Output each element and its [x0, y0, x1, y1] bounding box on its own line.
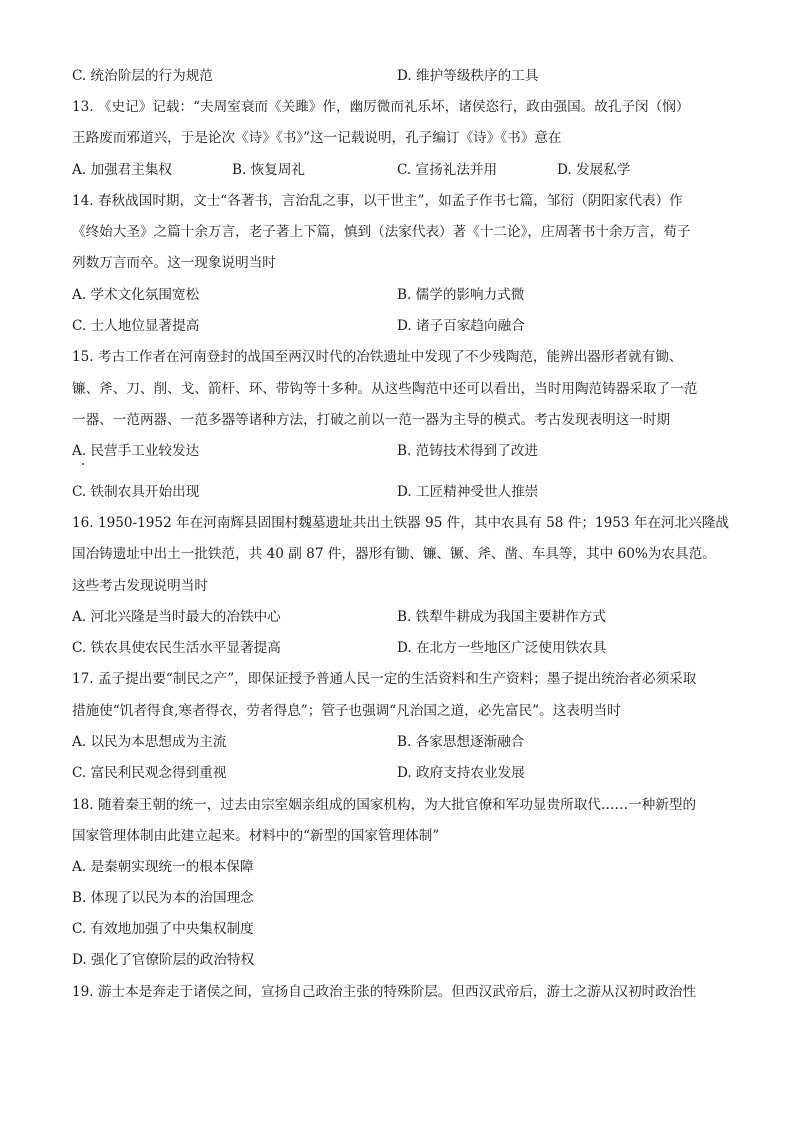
q16-stem-line3: 这些考古发现说明当时 — [72, 578, 208, 594]
q18-option-c: C. 有效地加强了中央集权制度 — [72, 921, 254, 937]
q12-option-c: C. 统治阶层的行为规范 — [72, 68, 213, 84]
q14-option-c: C. 士人地位显著提高 — [72, 318, 200, 334]
q17-option-d: D. 政府支持农业发展 — [397, 765, 525, 781]
q16-option-d: D. 在北方一些地区广泛使用铁农具 — [397, 640, 607, 656]
q13-stem-line2: 王路废而邪道兴，于是论次《诗》《书》”这一记载说明，孔子编订《诗》《书》意在 — [72, 130, 562, 146]
q14-stem-line1: 14. 春秋战国时期，文士“各著书，言治乱之事，以干世主”，如孟子作书七篇，邹衍（阴阳家代表）作 — [72, 193, 683, 209]
q13-option-b: B. 恢复周礼 — [232, 162, 306, 178]
q15-option-d: D. 工匠精神受世人推崇 — [397, 484, 539, 500]
q16-option-a: A. 河北兴隆是当时最大的冶铁中心 — [72, 609, 281, 625]
q13-option-d: D. 发展私学 — [557, 162, 631, 178]
stray-mark — [82, 463, 84, 465]
q17-option-c: C. 富民利民观念得到重视 — [72, 765, 227, 781]
q16-stem-line2: 国冶铸遗址中出土一批铁范，共 40 副 87 件，器形有锄、镰、镢、斧、凿、车具等，其中 60%为农具范。 — [72, 546, 716, 562]
q16-stem-line1: 16. 1950-1952 年在河南辉县固围村魏墓遗址共出土铁器 95 件，其中农具有 58 件；1953 年在河北兴隆战 — [72, 515, 730, 531]
q15-stem-line2: 镰、斧、刀、削、戈、箭杆、环、带钩等十多种。从这些陶范中还可以看出，当时用陶范铸器采取了一范 — [72, 381, 698, 397]
q16-option-b: B. 铁犁牛耕成为我国主要耕作方式 — [397, 609, 606, 625]
q14-stem-line3: 列数万言而卒。这一现象说明当时 — [72, 255, 276, 271]
q15-stem-line3: 一器、一范两器、一范多器等诸种方法，打破之前以一范一器为主导的模式。考古发现表明这一时期 — [72, 412, 671, 428]
q14-stem-line2: 《终始大圣》之篇十余万言，老子著上下篇，慎到（法家代表）著《十二论》，庄周著书十余万言，荀子 — [72, 224, 691, 240]
q17-option-b: B. 各家思想逐渐融合 — [397, 734, 525, 750]
q14-option-a: A. 学术文化氛围宽松 — [72, 287, 200, 303]
q14-option-d: D. 诸子百家趋向融合 — [397, 318, 525, 334]
q17-stem-line2: 措施使“饥者得食,寒者得衣，劳者得息”；管子也强调“凡治国之道，必先富民”。这表明当时 — [72, 703, 621, 719]
q17-stem-line1: 17. 孟子提出要“制民之产”，即保证授予普通人民一定的生活资料和生产资料；墨子提出统治者必须采取 — [72, 671, 697, 687]
q15-stem-line1: 15. 考古工作者在河南登封的战国至两汉时代的冶铁遗址中发现了不少残陶范，能辨出器形者就有锄、 — [72, 349, 683, 365]
q16-option-c: C. 铁农具使农民生活水平显著提高 — [72, 640, 281, 656]
q13-option-c: C. 宣扬礼法并用 — [397, 162, 498, 178]
q18-option-d: D. 强化了官僚阶层的政治特权 — [72, 952, 255, 968]
q13-option-a: A. 加强君主集权 — [72, 162, 173, 178]
q15-option-a: A. 民营手工业较发达 — [72, 443, 200, 459]
q12-option-d: D. 维护等级秩序的工具 — [397, 68, 539, 84]
q18-option-b: B. 体现了以民为本的治国理念 — [72, 890, 254, 906]
q17-option-a: A. 以民为本思想成为主流 — [72, 734, 227, 750]
q13-stem-line1: 13. 《史记》记载：“夫周室衰而《关雎》作，幽厉微而礼乐坏，诸侯恣行，政由强国。故孔子闵（悯） — [72, 99, 690, 115]
q15-option-b: B. 范铸技术得到了改进 — [397, 443, 538, 459]
q15-option-c: C. 铁制农具开始出现 — [72, 484, 200, 500]
q18-stem-line2: 国家管理体制由此建立起来。材料中的“新型的国家管理体制” — [72, 828, 440, 844]
q19-stem-line1: 19. 游士本是奔走于诸侯之间，宣扬自己政治主张的特殊阶层。但西汉武帝后，游士之游从汉初时政治性 — [72, 984, 697, 1000]
q14-option-b: B. 儒学的影响力式微 — [397, 287, 525, 303]
q18-stem-line1: 18. 随着秦王朝的统一，过去由宗室姻亲组成的国家机构，为大批官僚和军功显贵所取代……一种新型的 — [72, 797, 697, 813]
q18-option-a: A. 是秦朝实现统一的根本保障 — [72, 859, 254, 875]
